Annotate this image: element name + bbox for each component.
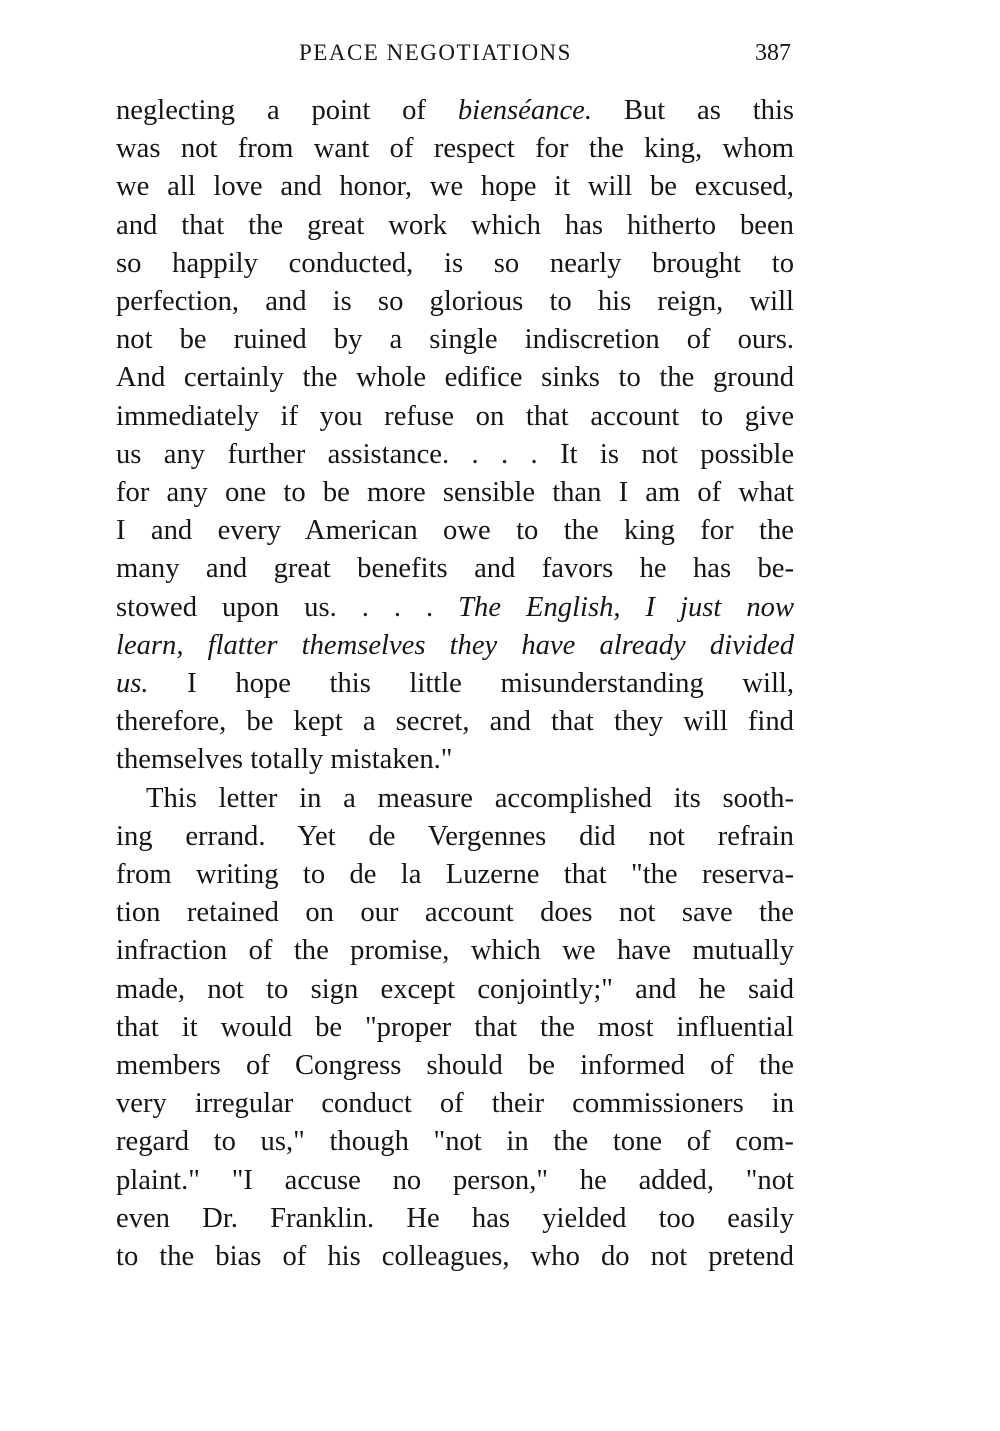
text-run: for any one to be more sensible than I am of what [116,477,794,508]
text-line [116,627,794,665]
text-line [146,780,794,818]
text-run: so happily conducted, is so nearly brought to [116,247,795,279]
text-line [116,92,794,130]
text-run: And certainly the whole edifice sinks to the ground [116,362,795,394]
text-line [116,245,794,283]
italic-text-run: learn, flatter themselves they have already divided [116,629,795,661]
text-run: made, not to sign except conjointly;" and he said [116,973,795,1005]
text-line [116,703,794,741]
text-run: tion retained on our account does not save the [116,897,794,929]
text-line [116,321,794,359]
text-run: many and great benefits and favors he has be- [116,553,795,585]
text-line [116,474,794,512]
text-line [116,1162,794,1200]
text-line [116,1009,794,1047]
text-line [116,741,794,779]
text-line [116,283,794,321]
text-run: even Dr. Franklin. He has yielded too easily [116,1202,795,1234]
text-line [116,398,794,436]
text-line [116,818,794,856]
text-line [116,589,794,627]
text-run: was not from want of respect for the king, whom [116,133,795,165]
text-run: stowed upon us. . . . [116,591,459,623]
text-run: very irregular conduct of their commissioners in [116,1088,794,1120]
text-run: I hope this little misunderstanding will, [148,668,795,699]
text-line [116,932,794,970]
text-run: us any further assistance. . . . It is not possible [116,438,795,470]
page-number: 387 [755,40,791,66]
text-line [116,971,794,1009]
text-run: themselves totally mistaken." [116,744,453,776]
text-line [116,894,794,932]
text-line [116,856,794,894]
italic-text-run: us. [116,668,149,699]
text-run: plaint." "I accuse no person," he added, "not [116,1164,794,1196]
text-line [116,512,794,550]
text-line [116,1238,794,1276]
text-run: that it would be "proper that the most influential [116,1011,794,1043]
text-line [116,1200,794,1238]
text-line [116,1085,794,1123]
text-line [116,665,794,703]
text-run: neglecting a point of [116,95,458,126]
text-line [116,359,794,397]
text-line [116,207,794,245]
text-run: But as this [592,95,795,126]
text-run: infraction of the promise, which we have mutually [116,935,795,967]
text-run: members of Congress should be informed of the [116,1050,794,1081]
text-line [116,1047,794,1085]
text-run: to the bias of his colleagues, who do not pretend [116,1241,794,1272]
text-run: This letter in a measure accomplished its sooth- [146,782,794,814]
text-run: from writing to de la Luzerne that "the reserva- [116,859,795,890]
text-run: we all love and honor, we hope it will be excused, [116,171,794,203]
running-title: PEACE NEGOTIATIONS [299,40,572,65]
text-run: not be ruined by a single indiscretion of ours. [116,324,794,356]
text-run: perfection, and is so glorious to his reign, will [116,286,794,317]
text-run: I and every American owe to the king for the [116,515,794,547]
text-line [116,550,794,588]
text-run: therefore, be kept a secret, and that they will find [116,706,794,738]
text-line [116,1123,794,1161]
text-run: immediately if you refuse on that account to give [116,400,795,432]
text-run: and that the great work which has hitherto been [116,209,794,241]
text-line [116,168,794,206]
text-line [116,130,794,168]
text-line [116,436,794,474]
italic-text-run: bienséance. [457,95,593,126]
text-run: ing errand. Yet de Vergennes did not refrain [116,820,794,852]
text-run: regard to us," though "not in the tone of com- [116,1126,794,1158]
italic-text-run: The English, I just now [458,591,795,623]
